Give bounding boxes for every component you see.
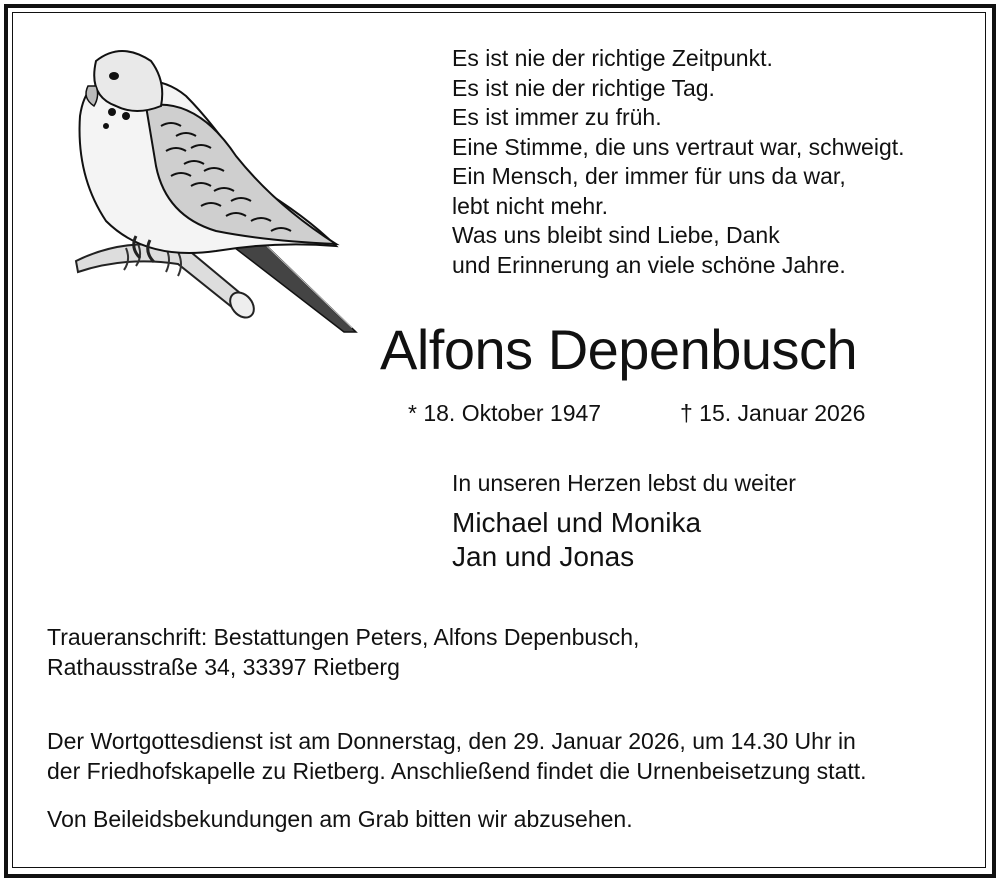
family-line: Michael und Monika	[452, 507, 702, 538]
poem	[452, 44, 905, 280]
service-line: Der Wortgottesdienst ist am Donnerstag, den 29. Januar 2026, um 14.30 Uhr in	[47, 728, 856, 754]
service-announcement	[47, 726, 867, 786]
address-line: Rathausstraße 34, 33397 Rietberg	[47, 654, 400, 680]
poem-line: Es ist nie der richtige Tag.	[452, 74, 715, 101]
birth-date: * 18. Oktober 1947	[408, 400, 602, 426]
dedication-line: In unseren Herzen lebst du weiter	[452, 470, 796, 496]
poem-line: lebt nicht mehr.	[452, 192, 608, 219]
poem-line: Eine Stimme, die uns vertraut war, schweigt.	[452, 133, 905, 160]
family-line: Jan und Jonas	[452, 541, 635, 572]
address-line: Traueranschrift: Bestattungen Peters, Alfons Depenbusch,	[47, 624, 640, 650]
poem-line: Es ist nie der richtige Zeitpunkt.	[452, 45, 773, 71]
poem-line: und Erinnerung an viele schöne Jahre.	[452, 251, 846, 278]
poem-line: Ein Mensch, der immer für uns da war,	[452, 163, 846, 189]
mourning-address	[47, 622, 639, 682]
poem-line: Was uns bleibt sind Liebe, Dank	[452, 222, 780, 248]
budgie-bird-illustration	[66, 36, 366, 336]
service-line: der Friedhofskapelle zu Rietberg. Anschließend findet die Urnenbeisetzung statt.	[47, 758, 867, 784]
death-date: † 15. Januar 2026	[680, 400, 866, 426]
condolence-note	[47, 804, 633, 834]
branch	[76, 244, 259, 322]
family-names	[452, 506, 701, 574]
note-line: Von Beileidsbekundungen am Grab bitten wir abzusehen.	[47, 806, 633, 832]
deceased-name: Alfons Depenbusch	[380, 318, 858, 381]
poem-line: Es ist immer zu früh.	[452, 104, 662, 130]
